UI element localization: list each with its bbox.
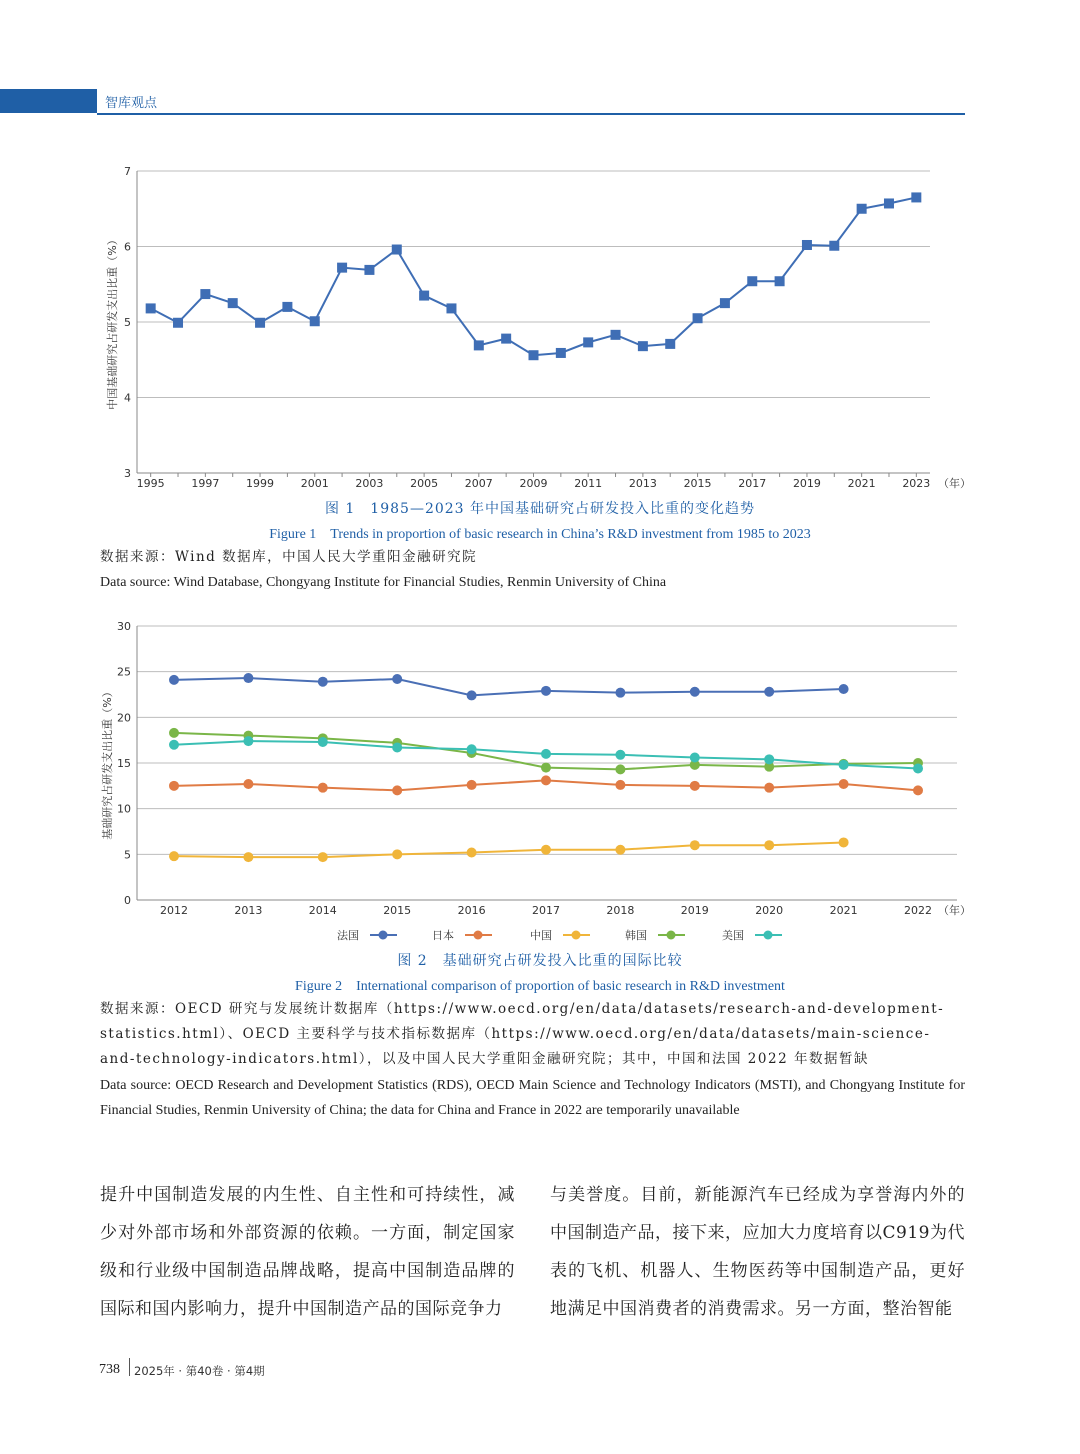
data-point [446, 303, 456, 313]
legend-label: 美国 [722, 929, 744, 942]
data-point [337, 263, 347, 273]
data-point [364, 265, 374, 275]
data-point [467, 690, 477, 700]
series-line [174, 678, 844, 695]
legend-marker [667, 931, 676, 940]
y-tick-label: 15 [117, 757, 131, 770]
data-point [764, 687, 774, 697]
x-tick-label: 2012 [160, 904, 188, 917]
data-point [665, 339, 675, 349]
x-tick-label: 2015 [383, 904, 412, 917]
x-tick-label: 2022 [904, 904, 932, 917]
y-axis-label: 中国基础研究占研发支出比重（%） [106, 234, 119, 410]
y-tick-label: 20 [117, 711, 131, 725]
section-label: 智库观点 [105, 96, 158, 111]
issue-info: 2025年 · 第40卷 · 第4期 [134, 1364, 265, 1378]
data-point [173, 318, 183, 328]
data-point [615, 845, 625, 855]
data-point [228, 298, 238, 308]
header-accent-bar [0, 89, 97, 113]
data-point [169, 675, 179, 685]
y-tick-label: 5 [124, 848, 131, 862]
x-tick-label: 2019 [680, 904, 709, 917]
data-point [690, 687, 700, 697]
data-point [318, 677, 328, 687]
data-point [829, 241, 839, 251]
data-point [419, 291, 429, 301]
figure-2-chart [0, 615, 1080, 950]
y-tick-label: 30 [117, 620, 131, 633]
page-number: 738 [99, 1362, 120, 1377]
x-tick-label: 2011 [574, 477, 603, 490]
legend-label: 法国 [337, 929, 359, 942]
x-tick-label: 2013 [628, 477, 657, 490]
x-tick-label: 2003 [355, 477, 384, 490]
y-tick-label: 6 [124, 240, 131, 254]
y-tick-label: 5 [124, 316, 131, 329]
series-line [151, 197, 917, 355]
data-point [318, 852, 328, 862]
figure-2-caption-cn: 图 2 基础研究占研发投入比重的国际比较 [397, 953, 683, 969]
data-point [911, 192, 921, 202]
data-point [541, 845, 551, 855]
data-point [169, 740, 179, 750]
x-tick-label: 2016 [457, 904, 486, 917]
data-point [243, 852, 253, 862]
data-point [583, 337, 593, 347]
data-point [764, 754, 774, 764]
data-point [615, 780, 625, 790]
data-point [501, 334, 511, 344]
figure-1-caption-cn: 图 1 1985—2023 年中国基础研究占研发投入比重的变化趋势 [324, 501, 756, 517]
y-tick-label: 7 [124, 165, 131, 178]
data-point [638, 341, 648, 351]
data-point [857, 204, 867, 214]
x-tick-label: 2001 [300, 477, 329, 490]
data-point [541, 775, 551, 785]
legend-label: 韩国 [625, 929, 647, 942]
y-tick-label: 4 [124, 391, 131, 405]
x-tick-label: 2017 [738, 477, 767, 490]
data-point [615, 750, 625, 760]
data-point [318, 783, 328, 793]
data-point [169, 728, 179, 738]
legend-marker [379, 931, 388, 940]
data-point [318, 737, 328, 747]
data-point [392, 742, 402, 752]
x-tick-label: 2021 [847, 477, 876, 490]
legend-marker [474, 931, 483, 940]
data-point [747, 276, 757, 286]
data-point [392, 245, 402, 255]
figure-1-chart [0, 160, 1080, 490]
legend-marker [764, 931, 773, 940]
x-tick-label: 1999 [246, 477, 275, 490]
footer-separator [129, 1358, 130, 1376]
data-point [200, 289, 210, 299]
data-point [775, 276, 785, 286]
data-point [615, 764, 625, 774]
data-point [474, 340, 484, 350]
legend-label: 日本 [432, 929, 454, 942]
data-point [529, 350, 539, 360]
x-tick-label: 2019 [792, 477, 821, 490]
data-point [282, 302, 292, 312]
data-point [541, 686, 551, 696]
data-point [169, 781, 179, 791]
x-axis-unit: （年） [938, 904, 971, 917]
legend-marker [572, 931, 581, 940]
x-axis-unit: （年） [938, 477, 971, 490]
data-point [146, 303, 156, 313]
figure-1-source-cn: 数据来源：Wind 数据库，中国人民大学重阳金融研究院 [100, 549, 478, 565]
data-point [392, 785, 402, 795]
y-tick-label: 10 [117, 802, 131, 816]
figure-1-source-en: Data source: Wind Database, Chongyang Institute for Financial Studies, Renmin University of China [100, 575, 667, 590]
y-tick-label: 3 [124, 467, 131, 480]
data-point [720, 298, 730, 308]
data-point [764, 840, 774, 850]
data-point [839, 837, 849, 847]
data-point [243, 673, 253, 683]
data-point [467, 744, 477, 754]
data-point [913, 785, 923, 795]
body-column-right: 与美誉度。目前，新能源汽车已经成为享誉海内外的中国制造产品，接下来，应加大力度培育以C919为代表的飞机、机器人、生物医药等中国制造产品，更好地满足中国消费者的消费需求。另一方面，整治智能 [550, 1185, 965, 1319]
data-point [556, 348, 566, 358]
data-point [913, 763, 923, 773]
data-point [802, 240, 812, 250]
data-point [467, 780, 477, 790]
x-tick-label: 1997 [191, 477, 220, 490]
data-point [839, 760, 849, 770]
y-axis-label: 基础研究占研发支出比重（%） [101, 686, 114, 840]
data-point [690, 781, 700, 791]
y-tick-label: 25 [117, 665, 131, 679]
x-tick-label: 2013 [234, 904, 263, 917]
series-line [174, 842, 844, 857]
x-tick-label: 2005 [410, 477, 439, 490]
x-tick-label: 2007 [464, 477, 493, 490]
header-rule [97, 113, 965, 115]
legend-label: 中国 [530, 929, 552, 942]
y-tick-label: 0 [124, 894, 131, 907]
x-tick-label: 2014 [308, 904, 337, 917]
data-point [839, 684, 849, 694]
data-point [243, 779, 253, 789]
data-point [169, 851, 179, 861]
data-point [392, 674, 402, 684]
data-point [255, 318, 265, 328]
x-tick-label: 2017 [532, 904, 560, 917]
x-tick-label: 2020 [755, 904, 784, 917]
figure-1-caption-en: Figure 1 Trends in proportion of basic research in China’s R&D investment from 1985 to 2023 [269, 527, 811, 542]
figure-2-source-en: Data source: OECD Research and Development Statistics (RDS), OECD Main Science and Technology Indicators (MSTI), and Chongyang Institute for Financial Studies, Renmin University of China; the data for China and France in 2022 are temporarily unavailable [100, 1078, 965, 1118]
data-point [690, 753, 700, 763]
figure-2-source-cn: 数据来源：OECD 研究与发展统计数据库（https://www.oecd.org/en/data/datasets/research-and-development-statistics.html）、OECD 主要科学与技术指标数据库（https://www.oecd.org/en/data/datasets/main-science-and-technology-indicators.html），以及中国人民大学重阳金融研究院；其中，中国和法国 2022 年数据暂缺 [100, 1001, 945, 1067]
data-point [611, 330, 621, 340]
x-tick-label: 2009 [519, 477, 548, 490]
data-point [764, 783, 774, 793]
data-point [690, 840, 700, 850]
x-tick-label: 2015 [683, 477, 712, 490]
x-tick-label: 1995 [136, 477, 165, 490]
x-tick-label: 2021 [829, 904, 858, 917]
data-point [884, 198, 894, 208]
data-point [541, 763, 551, 773]
x-tick-label: 2018 [606, 904, 635, 917]
data-point [310, 316, 320, 326]
data-point [541, 749, 551, 759]
data-point [467, 848, 477, 858]
x-tick-label: 2023 [902, 477, 931, 490]
data-point [693, 313, 703, 323]
data-point [839, 779, 849, 789]
data-point [615, 688, 625, 698]
body-column-left: 提升中国制造发展的内生性、自主性和可持续性，减少对外部市场和外部资源的依赖。一方面，制定国家级和行业级中国制造品牌战略，提高中国制造品牌的国际和国内影响力，提升中国制造产品的国际竞争力 [100, 1185, 515, 1319]
data-point [392, 849, 402, 859]
figure-2-caption-en: Figure 2 International comparison of proportion of basic research in R&D investment [295, 979, 785, 994]
data-point [243, 736, 253, 746]
